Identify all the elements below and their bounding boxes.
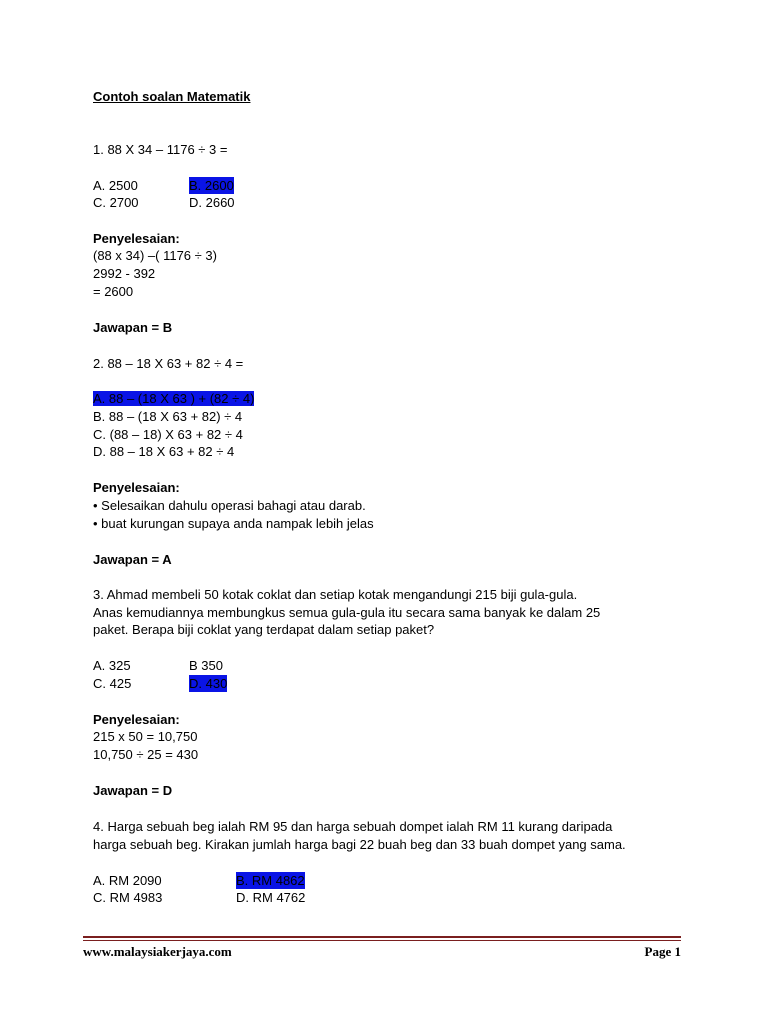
q2-solution-line: • buat kurungan supaya anda nampak lebih jelas bbox=[93, 516, 374, 531]
q3-question-line: 3. Ahmad membeli 50 kotak coklat dan setiap kotak mengandungi 215 biji gula-gula. bbox=[93, 587, 578, 602]
q2-answer: Jawapan = A bbox=[93, 552, 172, 567]
q1-solution-line: (88 x 34) –( 1176 ÷ 3) bbox=[93, 248, 217, 263]
q1-solution-line: = 2600 bbox=[93, 284, 134, 299]
q2-question: 2. 88 – 18 X 63 + 82 ÷ 4 = bbox=[93, 356, 244, 371]
q2-solution-line: • Selesaikan dahulu operasi bahagi atau darab. bbox=[93, 498, 366, 513]
footer-divider-thin bbox=[83, 940, 681, 941]
q3-option-d: D. 430 bbox=[189, 676, 228, 691]
footer-website: www.malaysiakerjaya.com bbox=[83, 944, 232, 959]
footer-page-number: Page 1 bbox=[644, 944, 681, 959]
q3-question-line: Anas kemudiannya membungkus semua gula-gula itu secara sama banyak ke dalam 25 bbox=[93, 605, 601, 620]
q2-option-c: C. (88 – 18) X 63 + 82 ÷ 4 bbox=[93, 427, 243, 442]
q3-solution-line: 215 x 50 = 10,750 bbox=[93, 729, 198, 744]
q4-options-row1 bbox=[93, 872, 305, 889]
q2-solution-label: Penyelesaian: bbox=[93, 480, 180, 495]
q4-option-d: D. RM 4762 bbox=[236, 890, 306, 905]
q3-answer: Jawapan = D bbox=[93, 783, 173, 798]
q1-solution-line: 2992 - 392 bbox=[93, 266, 156, 281]
q4-question-line: 4. Harga sebuah beg ialah RM 95 dan harga sebuah dompet ialah RM 11 kurang daripada bbox=[93, 819, 613, 834]
q1-options-row2 bbox=[93, 194, 235, 211]
q4-option-a: A. RM 2090 bbox=[93, 873, 162, 888]
document-title: Contoh soalan Matematik bbox=[93, 89, 251, 104]
q1-option-a: A. 2500 bbox=[93, 178, 138, 193]
q3-option-b: B 350 bbox=[189, 658, 223, 673]
q4-option-c: C. RM 4983 bbox=[93, 890, 163, 905]
q2-option-b: B. 88 – (18 X 63 + 82) ÷ 4 bbox=[93, 409, 243, 424]
q3-solution-label: Penyelesaian: bbox=[93, 712, 180, 727]
q1-option-c: C. 2700 bbox=[93, 195, 139, 210]
q3-option-a: A. 325 bbox=[93, 658, 131, 673]
q4-question-line: harga sebuah beg. Kirakan jumlah harga bagi 22 buah beg dan 33 buah dompet yang sama. bbox=[93, 837, 626, 852]
q2-option-a-text: A. 88 – (18 X 63 ) + (82 ÷ 4) bbox=[93, 391, 255, 406]
q4-option-b: B. RM 4862 bbox=[236, 873, 305, 888]
q1-option-d: D. 2660 bbox=[189, 195, 235, 210]
q3-options-row2 bbox=[93, 675, 228, 692]
q3-question-line: paket. Berapa biji coklat yang terdapat dalam setiap paket? bbox=[93, 622, 435, 637]
q1-question: 1. 88 X 34 – 1176 ÷ 3 = bbox=[93, 142, 228, 157]
q3-solution-line: 10,750 ÷ 25 = 430 bbox=[93, 747, 199, 762]
footer-divider bbox=[83, 936, 681, 938]
q1-option-b: B. 2600 bbox=[189, 178, 234, 193]
q2-option-d: D. 88 – 18 X 63 + 82 ÷ 4 bbox=[93, 444, 235, 459]
q1-solution-label: Penyelesaian: bbox=[93, 231, 180, 246]
q1-options-row1 bbox=[93, 177, 234, 194]
q4-options-row2 bbox=[93, 889, 306, 906]
q3-option-c: C. 425 bbox=[93, 676, 132, 691]
q3-options-row1 bbox=[93, 657, 223, 674]
q1-answer: Jawapan = B bbox=[93, 320, 173, 335]
q2-option-a bbox=[93, 390, 254, 407]
